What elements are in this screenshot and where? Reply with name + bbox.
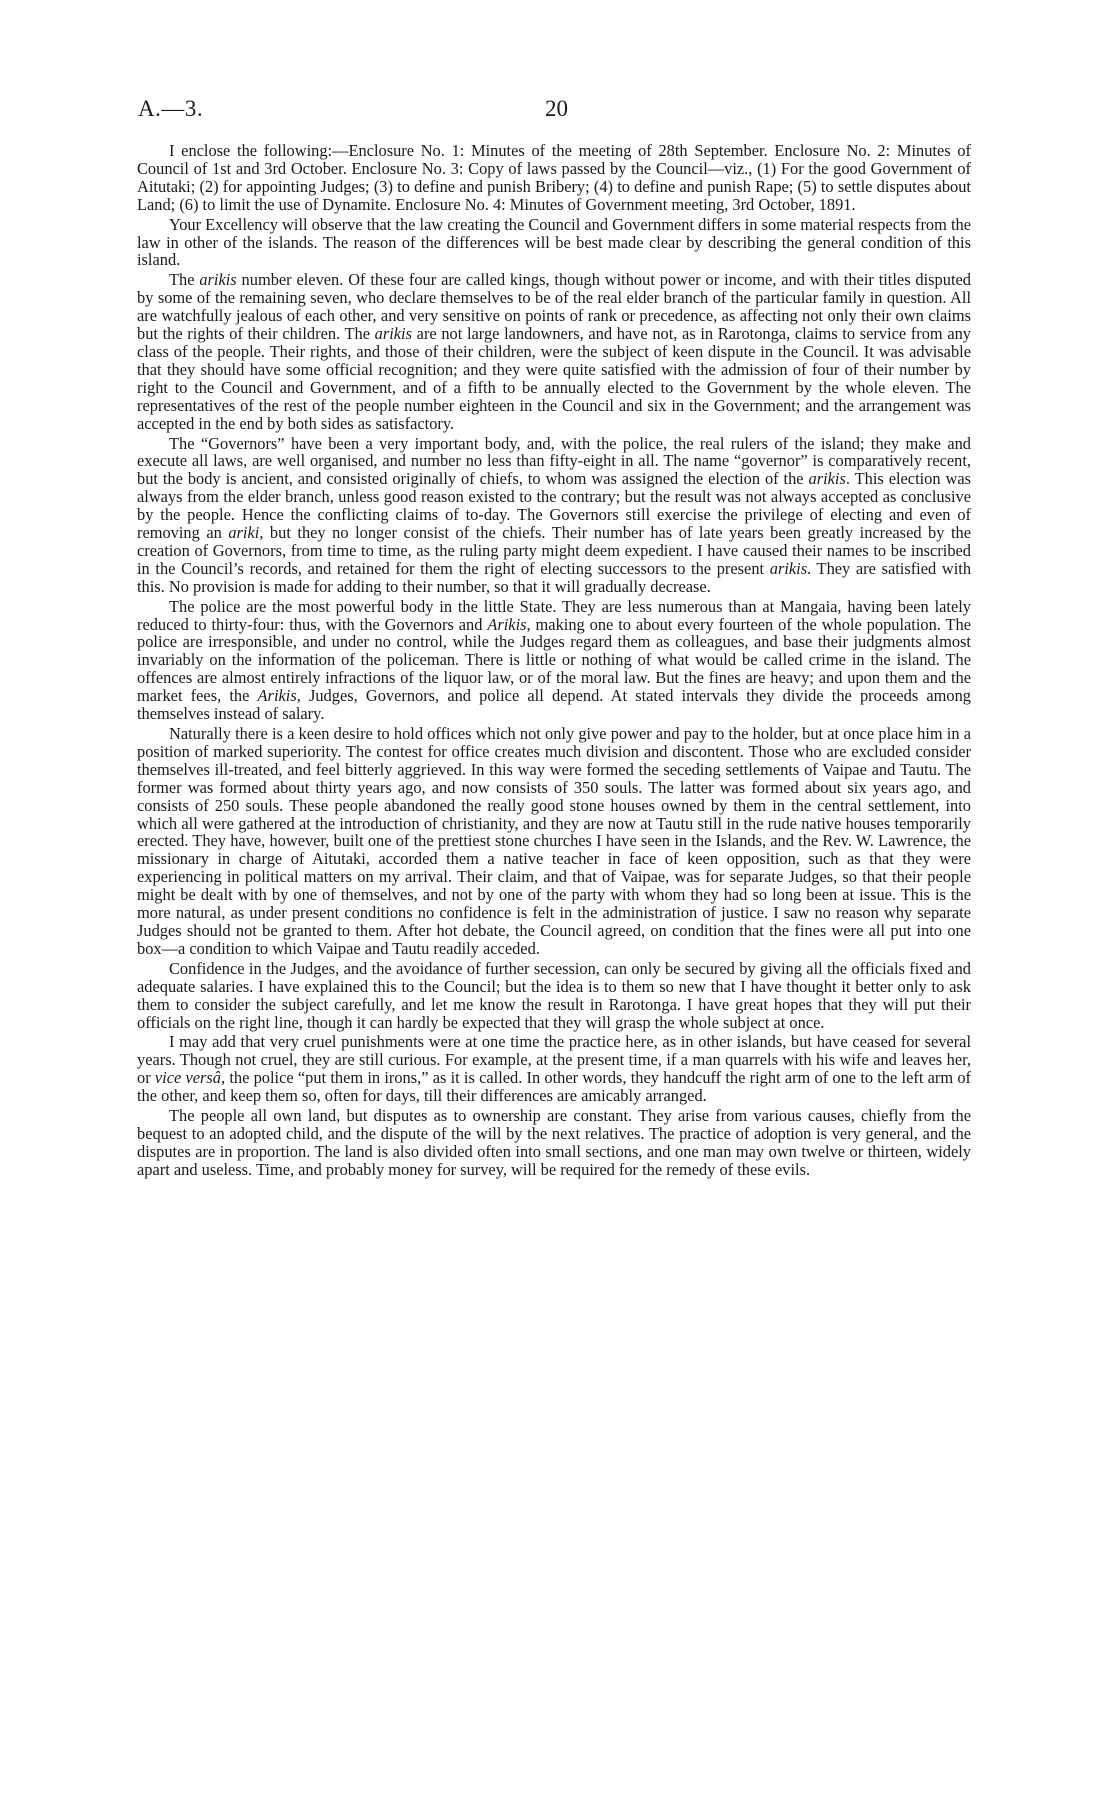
paragraph-offices-secession: Naturally there is a keen desire to hold offices which not only give power and pay to the holder, but at once place him in a position of marked superiority. The contest for office creates much division and discontent. Those who are excluded consider themselves ill-treated, and feel bitterly aggrieved. In this way were formed the seceding settlements of Vaipae and Tautu. The former was formed about thirty years ago, and now consists of 350 souls. The latter was formed about six years ago, and consists of 250 souls. These people abandoned the really good stone houses owned by them in the central settlement, into which all were gathered at the introduction of christianity, and they are now at Tautu still in the rude native houses temporarily erected. They have, however, built one of the prettiest stone churches I have seen in the Islands, and the Rev. W. Lawrence, the missionary in charge of Aitutaki, accorded them a native teacher in face of keen opposition, such as that they were experiencing in political matters on my arrival. Their claim, and that of Vaipae, was for separate Judges, so that their people might be dealt with by one of themselves, and not by one of the party with whom they had so long been at issue. This is the more natural, as under present conditions no confidence is felt in the administration of justice. I saw no reason why separate Judges should not be granted to them. After hot debate, the Council agreed, on condition that the fines were all put into one box—a condition to which Vaipae and Tautu readily acceded. [137, 724, 971, 958]
italic-term: arikis [374, 324, 412, 344]
italic-term: arikis [199, 270, 237, 290]
paragraph-police: The police are the most powerful body in the little State. They are less numerous than at Mangaia, having been lately reduced to thirty-four: thus, with the Governors and Arikis, making one to about every fourteen of the whole population. The police are irresponsible, and under no control, while the Judges regard them as colleagues, and base their judgments almost invariably on the information of the policeman. There is little or nothing of what would be called crime in the island. The offences are almost entirely infractions of the liquor law, or of the moral law. But the fines are heavy; and upon them and the market fees, the Arikis, Judges, Governors, and police all depend. At stated intervals they divide the proceeds among themselves instead of salary. [137, 596, 972, 724]
paragraph-arikis: The arikis number eleven. Of these four are called kings, though without power or income, and with their titles disputed by some of the remaining seven, who declare themselves to be of the real elder branch of the particular family in question. All are watchfully jealous of each other, and very sensitive on points of rank or precedence, as affecting not only their own claims but the rights of their children. The arikis are not large landowners, and have not, as in Rarotonga, claims to service from any class of the people. Their rights, and those of their children, were the subject of keen dispute in the Council. It was advisable that they should have some official recognition; and they were quite satisfied with the admission of four of their number by right to the Council and Government, and of a fifth to be annually elected to the Government by the whole eleven. The representatives of the rest of the people number eighteen in the Council and six in the Government; and the arrangement was accepted in the end by both sides as satisfactory. [137, 270, 971, 433]
italic-term: arikis [808, 469, 846, 489]
italic-term: arikis [769, 558, 808, 578]
paragraph-judges-salaries: Confidence in the Judges, and the avoidance of further secession, can only be secured by giving all the officials fixed and adequate salaries. I have explained this to the Council; but the idea is to them so new that I have thought it better only to ask them to consider the subject carefully, and let me know the result in Rarotonga. I have great hopes that they will put their officials on the right line, though it can hardly be expected that they will grasp the whole subject at once. [137, 958, 971, 1032]
paragraph-law-differences: Your Excellency will observe that the law creating the Council and Government differs in some material respects from the law in other of the islands. The reason of the differences will be best made clear by describing the general condition of this island. [137, 214, 971, 270]
paragraph-punishments: I may add that very cruel punishments were at one time the practice here, as in other islands, but have ceased for several years. Though not cruel, they are still curious. For example, at the present time, if a man quarrels with his wife and leaves her, or vice versâ, the police “put them in irons,” as it is called. In other words, they handcuff the right arm of one to the left arm of the other, and keep them so, often for days, till their differences are amicably arranged. [137, 1032, 971, 1106]
page-number: 20 [545, 96, 568, 121]
italic-term: Arikis [257, 686, 297, 706]
italic-term: vice versâ [154, 1068, 222, 1088]
paragraph-governors: The “Governors” have been a very important body, and, with the police, the real rulers of the island; they make and execute all laws, are well organised, and number no less than fifty-eight in all. The name “governor” is comparatively recent, but the body is ancient, and consisted originally of chiefs, to whom was assigned the election of the arikis. This election was always from the elder branch, unless good reason existed to the contrary; but the result was not always accepted as conclusive by the people. Hence the conflicting claims of to-day. The Governors still exercise the privilege of electing and even of removing an ariki, but they no longer consist of the chiefs. Their number has of late years been greatly increased by the creation of Governors, from time to time, as the ruling party might deem expedient. I have caused their names to be inscribed in the Council’s records, and retained for them the right of electing successors to the present arikis. They are satisfied with this. No provision is made for adding to their number, so that it will gradually decrease. [137, 433, 972, 596]
italic-term: Arikis [487, 614, 527, 634]
italic-term: ariki [228, 523, 260, 543]
paragraph-land-disputes: The people all own land, but disputes as to ownership are constant. They arise from various causes, chiefly from the bequest to an adopted child, and the dispute of the will by the next relatives. The practice of adoption is very general, and the disputes are in proportion. The land is also divided often into small sections, and one man may own twelve or thirteen, widely apart and useless. Time, and probably money for survey, will be required for the remedy of these evils. [137, 1106, 971, 1179]
paragraph-enclosures: I enclose the following:—Enclosure No. 1: Minutes of the meeting of 28th September. Enclosure No. 2: Minutes of Council of 1st and 3rd October. Enclosure No. 3: Copy of laws passed by the Council—viz., (1) For the good Government of Aitutaki; (2) for appointing Judges; (3) to define and punish Bribery; (4) to define and punish Rape; (5) to settle disputes about Land; (6) to limit the use of Dynamite. Enclosure No. 4: Minutes of Government meeting, 3rd October, 1891. [137, 141, 971, 214]
document-reference: A.—3. [138, 96, 204, 121]
body-text [137, 142, 971, 1181]
